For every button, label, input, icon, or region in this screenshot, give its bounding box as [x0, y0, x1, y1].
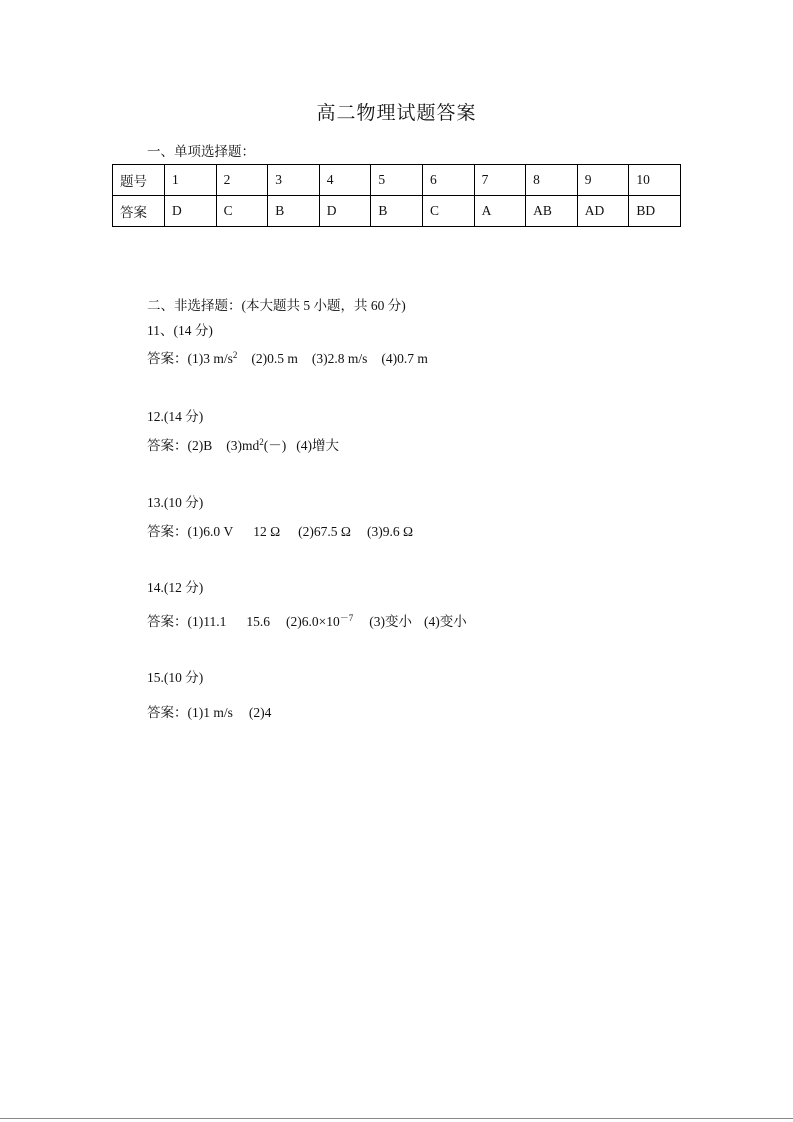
table-cell-answer: C — [422, 196, 474, 227]
table-row-answers — [113, 196, 681, 227]
table-cell-answer: D — [319, 196, 371, 227]
row-label-answer: 答案 — [113, 196, 165, 227]
table-cell-number: 4 — [319, 165, 371, 196]
table-cell-answer: B — [268, 196, 320, 227]
table-cell-number: 1 — [165, 165, 217, 196]
q11-answer-3: (3)2.8 m/s — [311, 351, 368, 366]
q11-answer-2: (2)0.5 m — [251, 351, 298, 366]
table-cell-answer: A — [474, 196, 526, 227]
table-cell-answer: D — [165, 196, 217, 227]
answer-prefix: 答案： — [147, 705, 188, 720]
table-cell-number: 3 — [268, 165, 320, 196]
q14-answer-3: (2)6.0×10 — [286, 614, 340, 629]
q14-answer-1: (1)11.1 — [187, 614, 227, 629]
section2-heading: 二、非选择题：(本大题共 5 小题，共 60 分) — [147, 298, 406, 313]
q15-answer-2: (2)4 — [248, 705, 272, 720]
table-cell-number: 8 — [526, 165, 578, 196]
q12-answer-3: (4)增大 — [296, 438, 339, 453]
q13-heading: 13.(10 分) — [147, 495, 204, 510]
row-label-number: 题号 — [113, 165, 165, 196]
answer-prefix: 答案： — [147, 351, 188, 366]
q13-answer-4: (3)9.6 Ω — [366, 524, 413, 539]
q15-answer — [147, 701, 271, 721]
q14-answer-5: (4)变小 — [424, 614, 467, 629]
answer-table — [112, 164, 681, 227]
q13-answer-2: 12 Ω — [253, 524, 281, 539]
answer-prefix: 答案： — [147, 438, 188, 453]
page-bottom-divider — [0, 1118, 793, 1119]
table-cell-answer: AB — [526, 196, 578, 227]
q14-answer-2: 15.6 — [246, 614, 270, 629]
table-cell-answer: AD — [577, 196, 629, 227]
q14-answer-3-exponent: －7 — [339, 613, 354, 623]
answer-prefix: 答案： — [147, 614, 188, 629]
q15-heading: 15.(10 分) — [147, 670, 204, 685]
q11-answer-1-exponent: 2 — [232, 350, 238, 360]
table-cell-number: 5 — [371, 165, 423, 196]
table-cell-number: 9 — [577, 165, 629, 196]
table-cell-number: 7 — [474, 165, 526, 196]
q14-answer — [147, 610, 467, 630]
q13-answer-3: (2)67.5 Ω — [298, 524, 351, 539]
table-row-numbers — [113, 165, 681, 196]
q15-answer-1: (1)1 m/s — [187, 705, 233, 720]
q11-answer-1: (1)3 m/s — [187, 351, 233, 366]
q11-answer-4: (4)0.7 m — [381, 351, 428, 366]
q14-heading: 14.(12 分) — [147, 580, 204, 595]
q12-answer-2: (3)md — [226, 438, 260, 453]
table-cell-number: 10 — [629, 165, 681, 196]
q12-answer-1: (2)B — [187, 438, 213, 453]
q12-answer-2-exponent: 2 — [259, 437, 264, 447]
document-title: 高二物理试题答案 — [316, 103, 477, 124]
table-cell-answer: C — [216, 196, 268, 227]
q12-answer — [147, 434, 339, 454]
q11-heading: 11、(14 分) — [147, 323, 213, 338]
table-cell-answer: BD — [629, 196, 681, 227]
q11-answer — [147, 347, 428, 367]
q13-answer — [147, 520, 413, 540]
table-cell-answer: B — [371, 196, 423, 227]
section1-heading: 一、单项选择题： — [147, 144, 255, 159]
table-cell-number: 6 — [422, 165, 474, 196]
q14-answer-4: (3)变小 — [369, 614, 412, 629]
table-cell-number: 2 — [216, 165, 268, 196]
q12-answer-2-rest: (－) — [263, 438, 287, 453]
answer-prefix: 答案： — [147, 524, 188, 539]
q12-heading: 12.(14 分) — [147, 409, 204, 424]
q13-answer-1: (1)6.0 V — [187, 524, 234, 539]
